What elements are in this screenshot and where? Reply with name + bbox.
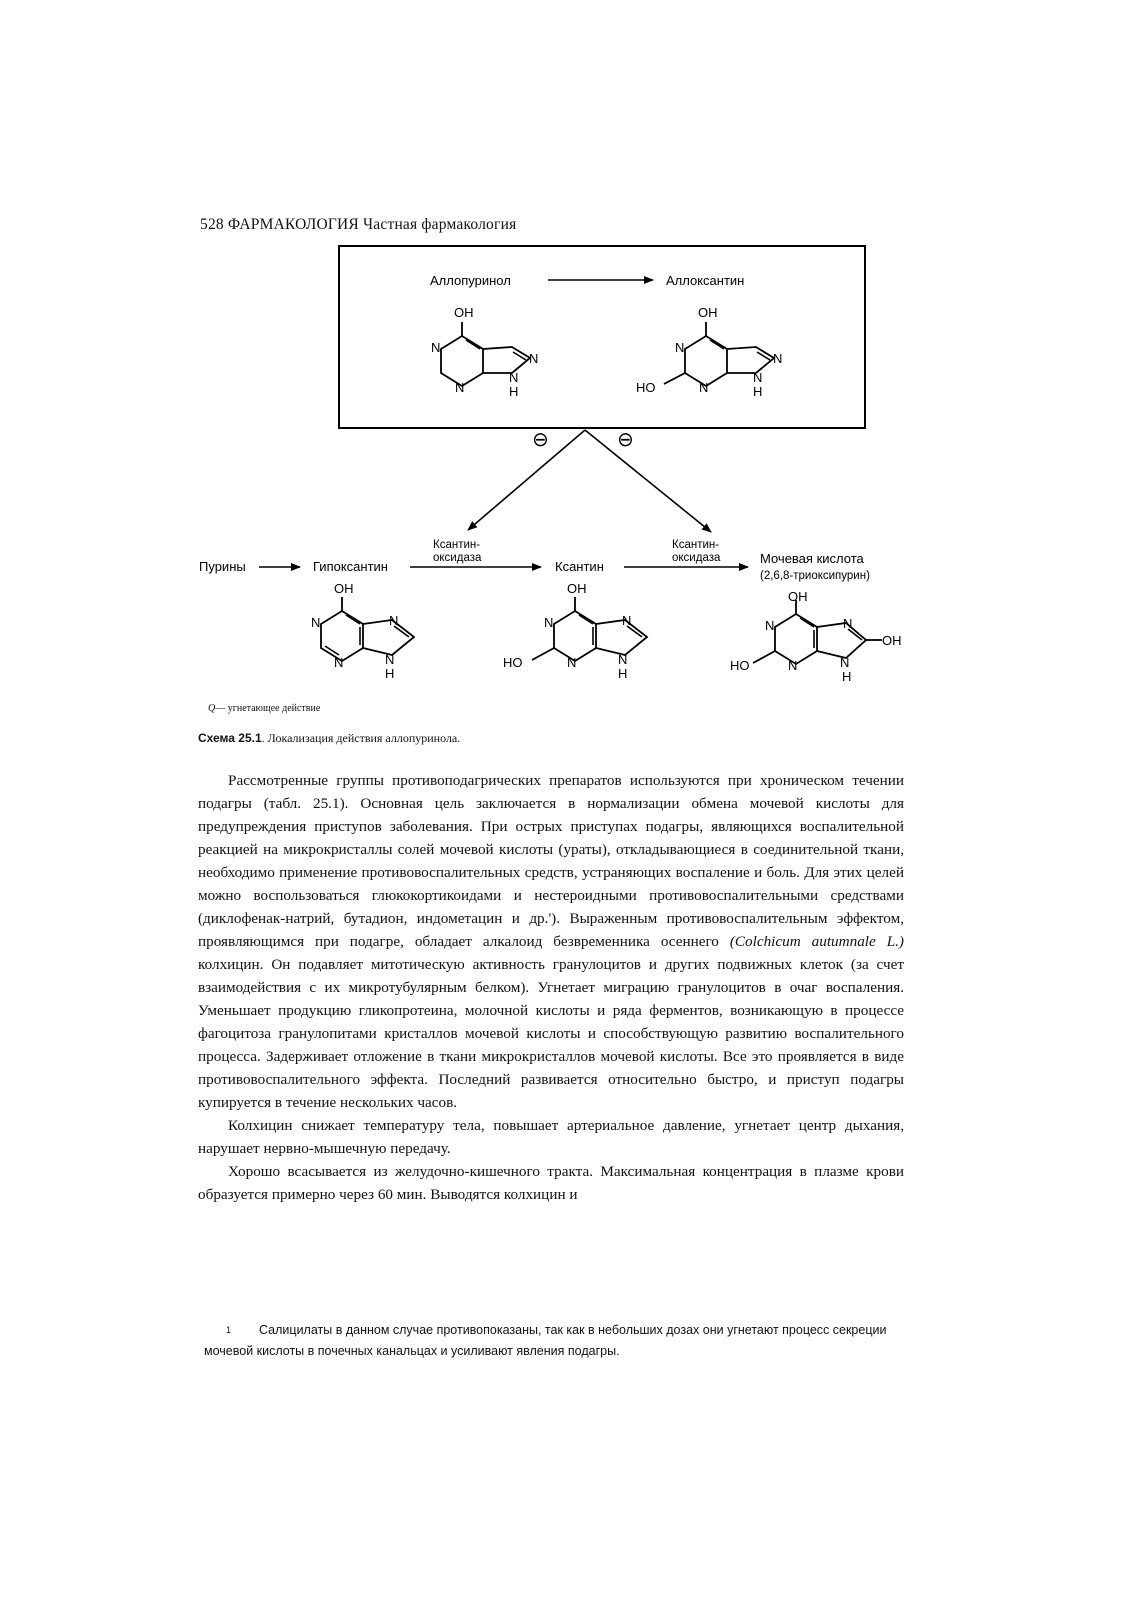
scheme-legend xyxy=(208,703,320,714)
svg-text:H: H xyxy=(842,669,852,684)
xo-left-line2: оксидаза xyxy=(433,552,482,564)
label-purines: Пурины xyxy=(199,559,246,574)
caption-label: Схема 25.1 xyxy=(198,731,262,745)
svg-text:N: N xyxy=(622,613,632,628)
svg-text:N: N xyxy=(788,658,798,673)
label-uric-acid: Мочевая кислота xyxy=(760,551,864,566)
inhibit-arrow-right xyxy=(585,430,711,532)
svg-text:N: N xyxy=(385,652,395,667)
svg-text:HO: HO xyxy=(730,658,750,673)
scheme-caption xyxy=(198,731,460,746)
inhibit-symbol-right: ⊖ xyxy=(617,429,634,451)
xo-left-line1: Ксантин- xyxy=(433,539,481,551)
svg-text:HO: HO xyxy=(503,655,523,670)
xo-right-line1: Ксантин- xyxy=(672,539,720,551)
svg-text:N: N xyxy=(509,370,519,385)
label-uric-acid-formula: (2,6,8-триоксипурин) xyxy=(760,570,870,582)
alloxanthine-structure xyxy=(636,305,782,399)
svg-text:OH: OH xyxy=(334,581,354,596)
svg-text:N: N xyxy=(840,655,850,670)
xo-right-line2: оксидаза xyxy=(672,552,721,564)
hypoxanthine-structure xyxy=(311,581,414,681)
footnote xyxy=(204,1320,904,1362)
svg-text:N: N xyxy=(567,655,577,670)
svg-text:H: H xyxy=(618,666,628,681)
label-allopurinol: Аллопуринол xyxy=(430,273,511,288)
svg-text:N: N xyxy=(529,351,539,366)
xanthine-structure xyxy=(503,581,647,681)
latin-name: (Colchicum autumnale L.) xyxy=(729,933,904,950)
svg-text:N: N xyxy=(334,655,344,670)
paragraph-3: Хорошо всасывается из желудочно-кишечного тракта. Максимальная концентрация в плазме крови образуется примерно через 60 мин. Выводятся колхицин и xyxy=(198,1163,904,1203)
inhibit-arrow-left xyxy=(468,430,585,530)
svg-text:N: N xyxy=(431,340,441,355)
svg-text:N: N xyxy=(843,616,853,631)
svg-text:HO: HO xyxy=(636,380,656,395)
svg-text:N: N xyxy=(773,351,783,366)
svg-text:OH: OH xyxy=(698,305,718,320)
running-head: 528 ФАРМАКОЛОГИЯ Частная фармакология xyxy=(200,216,517,233)
svg-text:H: H xyxy=(509,384,519,399)
svg-text:N: N xyxy=(675,340,685,355)
footnote-mark: 1 xyxy=(226,1325,232,1335)
body-text xyxy=(198,769,904,1206)
svg-text:OH: OH xyxy=(454,305,474,320)
svg-text:OH: OH xyxy=(882,633,902,648)
svg-text:N: N xyxy=(765,618,775,633)
caption-text: . Локализация действия аллопуринола. xyxy=(261,731,461,745)
footnote-text: Салицилаты в данном случае противопоказаны, так как в небольших дозах они угнетают процесс секреции мочевой кислоты в почечных канальцах и усиливают явления подагры. xyxy=(204,1323,887,1358)
uric-acid-structure xyxy=(730,589,902,684)
svg-text:N: N xyxy=(618,652,628,667)
allopurinol-structure xyxy=(431,305,538,399)
svg-text:N: N xyxy=(389,613,399,628)
svg-text:N: N xyxy=(544,615,554,630)
svg-text:N: N xyxy=(455,380,465,395)
label-alloxanthine: Аллоксантин xyxy=(666,273,745,288)
svg-text:H: H xyxy=(385,666,395,681)
svg-text:OH: OH xyxy=(567,581,587,596)
svg-text:H: H xyxy=(753,384,763,399)
label-xanthine: Ксантин xyxy=(555,559,604,574)
allopurinol-box xyxy=(339,246,865,428)
label-hypoxanthine: Гипоксантин xyxy=(313,559,388,574)
svg-text:N: N xyxy=(699,380,709,395)
svg-text:N: N xyxy=(753,370,763,385)
legend-symbol: Q xyxy=(208,703,216,714)
scheme-25-1-diagram xyxy=(0,0,1132,700)
inhibit-symbol-left: ⊖ xyxy=(532,429,549,451)
svg-text:N: N xyxy=(311,615,321,630)
paragraph-1: Рассмотренные группы противоподагрических препаратов используются при хроническом течении подагры (табл. 25.1). Основная цель заключается в нормализации обмена мочевой кислоты для предупреждения приступов заболевания. При острых приступах подагры, являющихся воспалительной реакцией на микрокристаллы солей мочевой кислоты (ураты), откладывающиеся в соединительной ткани, необходимо применение противовоспалительных средств, устраняющих воспаление и боль. Для этих целей можно воспользоваться глюкокортикоидами и нестероидными противовоспалительными средствами (диклофенак-натрий, бутадион, индометацин и др.'). Выраженным противовоспалительным эффектом, проявляющимся при подагре, обладает алкалоид безвременника осеннего (Colchicum autumnale L.) колхицин. Он подавляет митотическую активность гранулоцитов и других подвижных клеток (за счет взаимодействия с их микротубулярным белком). Угнетает миграцию гранулоцитов в очаг воспаления. Уменьшает продукцию гликопротеина, молочной кислоты и ряда ферментов, возникающую в процессе фагоцитоза гранулопитами кристаллов мочевой кислоты и способствующую развитию воспалительного процесса. Задерживает отложение в ткани микрокристаллов мочевой кислоты. Все это проявляется в виде противовоспалительного эффекта. Последний развивается относительно быстро, и приступ подагры купируется в течение нескольких часов. xyxy=(198,772,904,1111)
svg-text:OH: OH xyxy=(788,589,808,604)
paragraph-2: Колхицин снижает температуру тела, повышает артериальное давление, угнетает центр дыхания, нарушает нервно-мышечную передачу. xyxy=(198,1117,904,1157)
legend-text: — угнетающее действие xyxy=(215,703,321,714)
